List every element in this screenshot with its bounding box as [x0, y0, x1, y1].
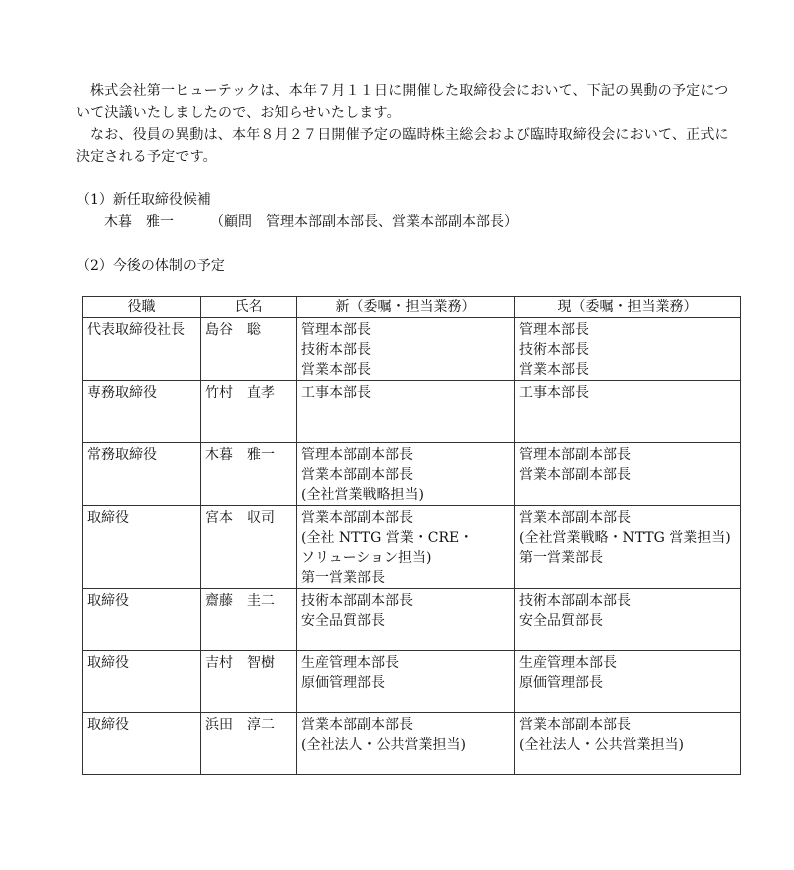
- cell-new-duties: [297, 381, 515, 443]
- intro-paragraph-1-line-1: 株式会社第一ヒューテックは、本年７月１１日に開催した取締役会において、下記の異動の予定につ: [90, 83, 729, 99]
- cell-new-duties: [297, 443, 515, 506]
- intro-paragraph-2-line-2: 決定される予定です。: [76, 149, 217, 165]
- duty-line: 営業本部副本部長: [519, 510, 631, 526]
- section-1-heading: （1）新任取締役候補: [76, 192, 211, 208]
- duty-line: 原価管理部長: [301, 675, 385, 691]
- duty-line: (全社法人・公共営業担当): [301, 737, 466, 753]
- cell-current-duties: [515, 651, 741, 713]
- candidate-name: 木暮 雅一: [104, 214, 174, 230]
- duty-line: (全社 NTTG 営業・CRE・: [301, 530, 474, 546]
- cell-current-duties: [515, 443, 741, 506]
- intro-paragraph-1: [76, 80, 740, 124]
- cell-current-duties: [515, 318, 741, 381]
- intro-paragraph-2-line-1: なお、役員の異動は、本年８月２７日開催予定の臨時株主総会および臨時取締役会において、正式に: [90, 127, 729, 143]
- table-row: [83, 506, 741, 589]
- intro-paragraph-1-line-2: いて決議いたしましたので、お知らせいたします。: [76, 105, 401, 121]
- section-2-heading: （2）今後の体制の予定: [76, 258, 225, 274]
- duty-line: 技術本部長: [519, 342, 589, 358]
- header-current-duties: 現（委嘱・担当業務）: [515, 297, 741, 318]
- duty-line: 技術本部副本部長: [519, 593, 631, 609]
- header-new-duties: 新（委嘱・担当業務）: [297, 297, 515, 318]
- cell-name: 浜田 淳二: [201, 713, 297, 775]
- new-director-candidate: [104, 212, 518, 232]
- cell-name: 木暮 雅一: [201, 443, 297, 506]
- duty-line: 営業本部長: [301, 362, 371, 378]
- duty-line: 第一営業部長: [301, 570, 385, 586]
- duty-line: 管理本部副本部長: [519, 447, 631, 463]
- duty-line: 安全品質部長: [301, 613, 385, 629]
- executive-roster-table: [82, 296, 741, 775]
- duty-line: 技術本部副本部長: [301, 593, 413, 609]
- cell-role: 取締役: [83, 651, 201, 713]
- cell-role: 代表取締役社長: [83, 318, 201, 381]
- duty-line: 工事本部長: [519, 385, 589, 401]
- duty-line: 営業本部副本部長: [519, 467, 631, 483]
- duty-line: (全社法人・公共営業担当): [519, 737, 684, 753]
- header-name: 氏名: [201, 297, 297, 318]
- cell-current-duties: [515, 713, 741, 775]
- cell-current-duties: [515, 589, 741, 651]
- duty-line: 営業本部副本部長: [301, 717, 413, 733]
- cell-new-duties: [297, 589, 515, 651]
- duty-line: 営業本部副本部長: [301, 467, 413, 483]
- duty-line: (全社営業戦略・NTTG 営業担当): [519, 530, 731, 546]
- duty-line: 生産管理本部長: [519, 655, 617, 671]
- duty-line: 営業本部長: [519, 362, 589, 378]
- duty-line: 第一営業部長: [519, 550, 603, 566]
- cell-role: 取締役: [83, 506, 201, 589]
- duty-line: 管理本部長: [519, 322, 589, 338]
- duty-line: (全社営業戦略担当): [301, 487, 424, 503]
- cell-current-duties: [515, 381, 741, 443]
- cell-name: 齋藤 圭二: [201, 589, 297, 651]
- duty-line: 工事本部長: [301, 385, 371, 401]
- cell-role: 専務取締役: [83, 381, 201, 443]
- duty-line: 営業本部副本部長: [301, 510, 413, 526]
- duty-line: 管理本部長: [301, 322, 371, 338]
- cell-role: 取締役: [83, 589, 201, 651]
- cell-new-duties: [297, 318, 515, 381]
- cell-role: 取締役: [83, 713, 201, 775]
- intro-paragraph-2: [76, 124, 740, 168]
- duty-line: ソリューション担当): [301, 550, 432, 566]
- cell-name: 島谷 聡: [201, 318, 297, 381]
- header-role: 役職: [83, 297, 201, 318]
- cell-new-duties: [297, 651, 515, 713]
- table-row: [83, 713, 741, 775]
- duty-line: 管理本部副本部長: [301, 447, 413, 463]
- duty-line: 技術本部長: [301, 342, 371, 358]
- cell-name: 宮本 収司: [201, 506, 297, 589]
- cell-new-duties: [297, 506, 515, 589]
- cell-current-duties: [515, 506, 741, 589]
- table-header-row: [83, 297, 741, 318]
- cell-new-duties: [297, 713, 515, 775]
- table-row: [83, 651, 741, 713]
- cell-name: 吉村 智樹: [201, 651, 297, 713]
- cell-role: 常務取締役: [83, 443, 201, 506]
- duty-line: 営業本部副本部長: [519, 717, 631, 733]
- duty-line: 原価管理部長: [519, 675, 603, 691]
- duty-line: 生産管理本部長: [301, 655, 399, 671]
- duty-line: 安全品質部長: [519, 613, 603, 629]
- candidate-detail: （顧問 管理本部副本部長、営業本部副本部長）: [210, 214, 518, 230]
- table-row: [83, 443, 741, 506]
- cell-name: 竹村 直孝: [201, 381, 297, 443]
- table-row: [83, 381, 741, 443]
- table-row: [83, 318, 741, 381]
- table-row: [83, 589, 741, 651]
